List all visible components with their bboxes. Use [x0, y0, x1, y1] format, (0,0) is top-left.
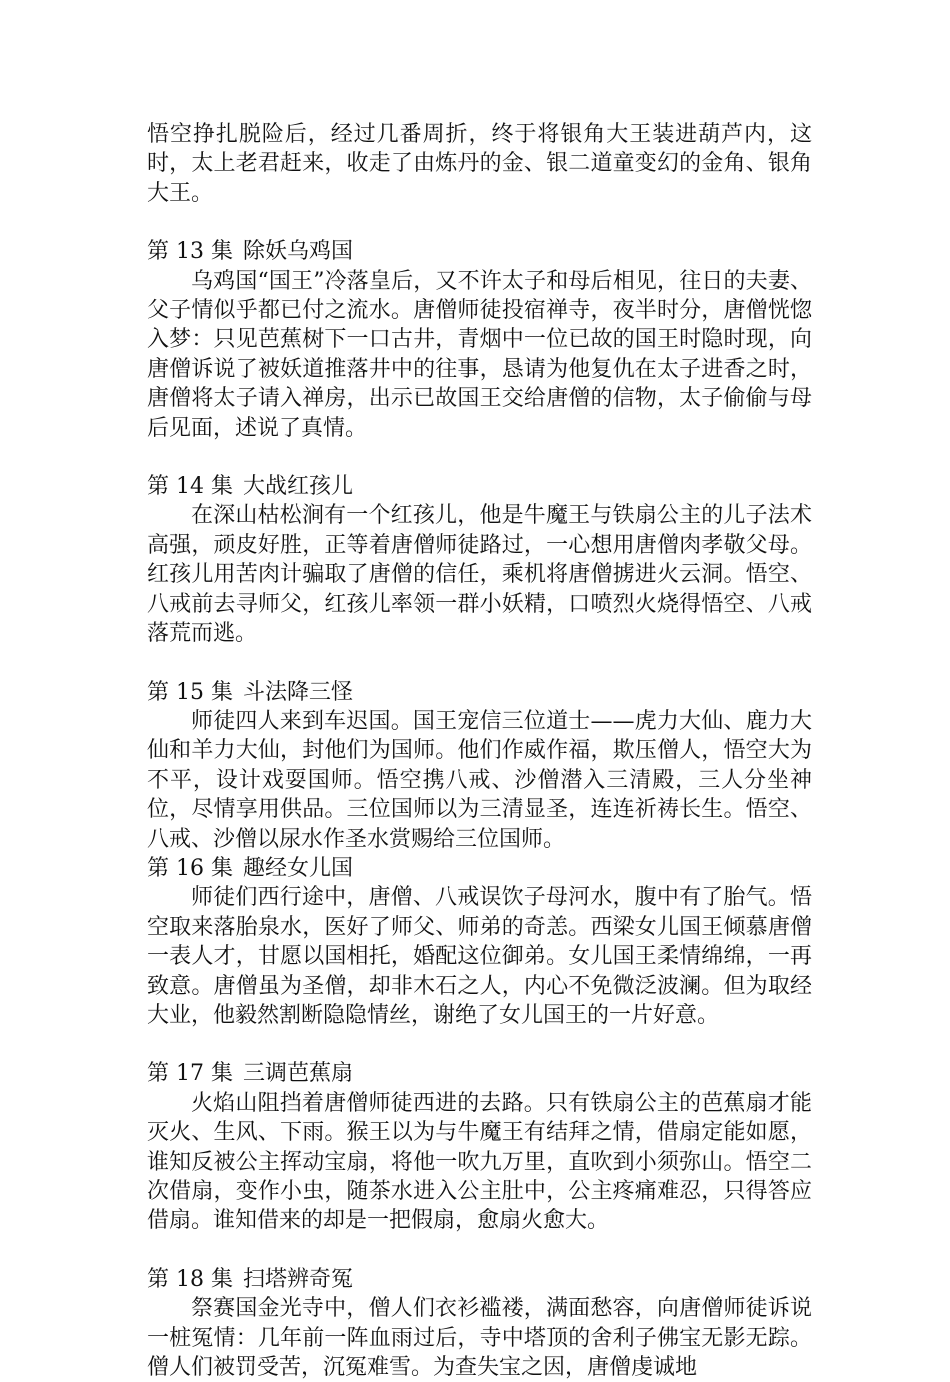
episode-title: 三调芭蕉扇: [242, 1061, 353, 1087]
episode-14: [147, 472, 812, 648]
episode-heading: [147, 1059, 812, 1088]
episode-number: 第 13 集: [147, 239, 233, 265]
episode-heading: [147, 678, 812, 707]
episode-18: [147, 1265, 812, 1382]
episode-summary: 在深山枯松涧有一个红孩儿，他是牛魔王与铁扇公主的儿子法术高强，顽皮好胜，正等着唐僧师徒路过，一心想用唐僧肉孝敬父母。红孩儿用苦肉计骗取了唐僧的信任，乘机将唐僧掳进火云洞。悟空、八戒前去寻师父，红孩儿率领一群小妖精，口喷烈火烧得悟空、八戒落荒而逃。: [147, 503, 812, 647]
document-body: [147, 120, 812, 1382]
episode-title: 扫塔辨奇冤: [242, 1266, 353, 1292]
episode-title: 趣经女儿国: [242, 855, 353, 881]
episode-number: 第 15 集: [147, 679, 233, 705]
episode-summary: 火焰山阻挡着唐僧师徒西进的去路。只有铁扇公主的芭蕉扇才能灭火、生风、下雨。猴王以为与牛魔王有结拜之情，借扇定能如愿，谁知反被公主挥动宝扇，将他一吹九万里，直吹到小须弥山。悟空二次借扇，变作小虫，随茶水进入公主肚中，公主疼痛难忍，只得答应借扇。谁知借来的却是一把假扇，愈扇火愈大。: [147, 1090, 812, 1234]
episode-title: 除妖乌鸡国: [242, 239, 353, 265]
episode-title: 斗法降三怪: [242, 679, 353, 705]
episode-number: 第 16 集: [147, 855, 233, 881]
episode-summary: 祭赛国金光寺中，僧人们衣衫褴褛，满面愁容，向唐僧师徒诉说一桩冤情：几年前一阵血雨过后，寺中塔顶的舍利子佛宝无影无踪。僧人们被罚受苦，沉冤难雪。为查失宝之因，唐僧虔诚地: [147, 1296, 812, 1381]
episode-summary: 乌鸡国“国王”冷落皇后，又不许太子和母后相见，往日的夫妻、父子情似乎都已付之流水。唐僧师徒投宿禅寺，夜半时分，唐僧恍惚入梦：只见芭蕉树下一口古井，青烟中一位已故的国王时隐时现，向唐僧诉说了被妖道推落井中的往事，恳请为他复仇在太子进香之时，唐僧将太子请入禅房，出示已故国王交给唐僧的信物，太子偷偷与母后见面，述说了真情。: [147, 268, 812, 441]
episode-number: 第 17 集: [147, 1061, 233, 1087]
episode-16: [147, 854, 812, 1030]
episode-heading: [147, 854, 812, 883]
intro-paragraph: 悟空挣扎脱险后，经过几番周折，终于将银角大王装进葫芦内，这时，太上老君赶来，收走了由炼丹的金、银二道童变幻的金角、银角大王。: [147, 122, 812, 206]
episode-number: 第 18 集: [147, 1266, 233, 1292]
episode-17: [147, 1059, 812, 1235]
episode-summary: 师徒四人来到车迟国。国王宠信三位道士——虎力大仙、鹿力大仙和羊力大仙，封他们为国师。他们作威作福，欺压僧人，悟空大为不平，设计戏耍国师。悟空携八戒、沙僧潜入三清殿，三人分坐神位，尽情享用供品。三位国师以为三清显圣，连连祈祷长生。悟空、八戒、沙僧以尿水作圣水赏赐给三位国师。: [147, 708, 812, 852]
episode-summary: 师徒们西行途中，唐僧、八戒误饮子母河水，腹中有了胎气。悟空取来落胎泉水，医好了师父、师弟的奇恙。西梁女儿国王倾慕唐僧一表人才，甘愿以国相托，婚配这位御弟。女儿国王柔情绵绵，一再致意。唐僧虽为圣僧，却非木石之人，内心不免微泛波澜。但为取经大业，他毅然割断隐隐情丝，谢绝了女儿国王的一片好意。: [147, 885, 812, 1028]
episode-heading: [147, 237, 812, 266]
episode-heading: [147, 1265, 812, 1294]
episode-13: [147, 237, 812, 443]
episode-title: 大战红孩儿: [242, 474, 353, 500]
episode-heading: [147, 472, 812, 501]
episode-15: [147, 678, 812, 854]
episode-number: 第 14 集: [147, 474, 233, 500]
